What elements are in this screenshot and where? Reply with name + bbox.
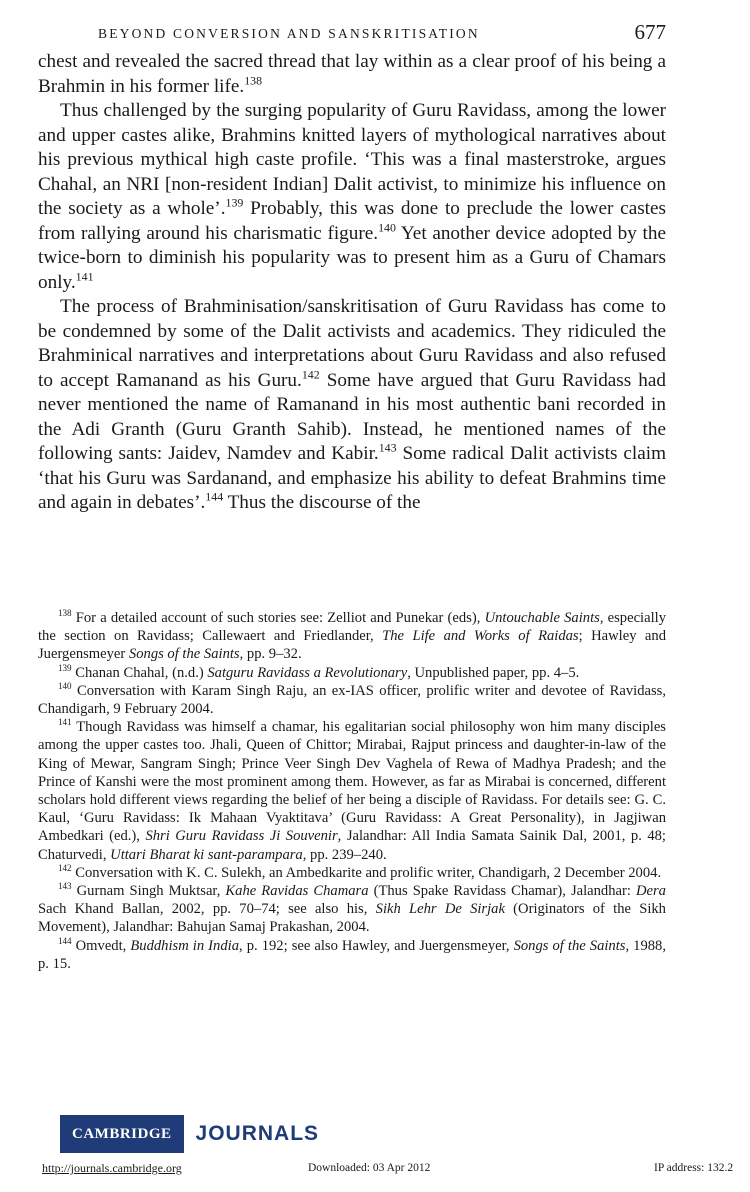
running-head: BEYOND CONVERSION AND SANSKRITISATION (98, 26, 480, 41)
footnote-144: $^{144}$ Omvedt, Buddhism in India, p. 192; see also Hawley, and Juergensmeyer, Songs of the Saints, 1988, p. 15. (38, 935, 667, 972)
footnote-142: $^{142}$ Conversation with K. C. Sulekh, an Ambedkarite and prolific writer, Chandigarh, 2 December 2004. (58, 862, 662, 881)
cambridge-journals-logo[interactable] (60, 1115, 319, 1153)
footnotes (38, 609, 666, 973)
footnote-138: $^{138}$ For a detailed account of such stories see: Zelliot and Punekar (eds), Untouchable Saints, especially the section on Ravidass; Callewaert and Friedlander, The Life and Works of Raidas; Hawley and Juergensmeyer Songs of the Saints, pp. 9–32. (38, 608, 666, 663)
journals-url-link[interactable]: http://journals.cambridge.org (42, 1161, 182, 1175)
page-number: 677 (634, 20, 666, 44)
paragraph-1: chest and revealed the sacred thread that lay within as a clear proof of his being a Brahmin in his former life.$^{138}$ (38, 51, 666, 97)
footnote-ref-140[interactable]: 140 (378, 220, 396, 235)
footnote-ref-141[interactable]: 141 (75, 269, 94, 284)
footnote-139: $^{139}$ Chanan Chahal, (n.d.) Satguru Ravidass a Revolutionary, Unpublished paper, pp. 4–5. (58, 662, 580, 681)
body-text (38, 50, 666, 516)
page-header (38, 20, 666, 48)
downloaded-date: Downloaded: 03 Apr 2012 (308, 1162, 431, 1174)
footnote-ref-139[interactable]: 139 (225, 195, 244, 210)
paragraph-3: The process of Brahminisation/sanskritisation of Guru Ravidass has come to be condemned by some of the Dalit activists and academics. They ridiculed the Brahminical narratives and interpretations about Guru Ravidass and also refused to accept Ramanand as his Guru.$^{142}$ Some have argued that Guru Ravidass had never mentioned the name of Ramanand in his most authentic bani recorded in the Adi Granth (Guru Granth Sahib). Instead, he mentioned names of the following sants: Jaidev, Namdev and Kabir.$^{143}$ Some radical Dalit activists claim ‘that his Guru was Sardanand, and emphasize his ability to defeat Brahmins time and again in debates’.$^{144}$ Thus the discourse of the (38, 296, 666, 513)
cambridge-logo-box: CAMBRIDGE (60, 1115, 184, 1153)
journals-logo-word: JOURNALS (195, 1122, 320, 1145)
footnote-143: $^{143}$ Gurnam Singh Muktsar, Kahe Ravidas Chamara (Thus Spake Ravidass Chamar), Jalandhar: Dera Sach Khand Ballan, 2002, pp. 70–74; see also his, Sikh Lehr De Sirjak (Originators of the Sikh Movement), Jalandhar: Bahujan Samaj Prakashan, 2004. (38, 881, 666, 936)
footnote-ref-142[interactable]: 142 (301, 367, 320, 382)
download-footer (0, 1161, 750, 1181)
footnote-141: $^{141}$ Though Ravidass was himself a chamar, his egalitarian social philosophy won him many disciples among the upper castes too. Jhali, Queen of Chittor; Mirabai, Rajput princess and daughter-in-law of the King of Mewar, Sangram Singh; Prince Veer Singh Dev Vaghela of Rewa of Madhya Pradesh; and the Prince of Kanshi were the most prominent among them. However, as far as Mirabai is concerned, different scholars hold different views regarding the belief of her being a disciple of Ravidass. For details see: G. C. Kaul, ‘Guru Ravidass: Ik Mahaan Vyaktitava’ (Guru Ravidass: A Great Personality), in Jagjiwan Ambedkari (ed.), Shri Guru Ravidass Ji Souvenir, Jalandhar: All India Samata Sainik Dal, 2001, p. 48; Chaturvedi, Uttari Bharat ki sant-parampara, pp. 239–240. (38, 717, 666, 863)
footnote-ref-138[interactable]: 138 (244, 73, 263, 88)
footnote-ref-144[interactable]: 144 (205, 489, 224, 504)
footnote-140: $^{140}$ Conversation with Karam Singh Raju, an ex-IAS officer, prolific writer and devotee of Ravidass, Chandigarh, 9 February 2004. (38, 680, 666, 718)
paragraph-2: Thus challenged by the surging popularity of Guru Ravidass, among the lower and upper castes alike, Brahmins knitted layers of mythological narratives about his previous mythical high caste profile. ‘This was a final masterstroke, argues Chahal, an NRI [non-resident Indian] Dalit activist, to minimize his influence on the society as a whole’.$^{139}$ Probably, this was done to preclude the lower castes from rallying around his charismatic figure.$^{140}$ Yet another device adopted by the twice-born to diminish his popularity was to present him as a Guru of Chamars only.$^{141}$ (38, 100, 666, 293)
footnote-ref-143[interactable]: 143 (378, 440, 397, 455)
ip-address: IP address: 132.2 (654, 1162, 734, 1174)
